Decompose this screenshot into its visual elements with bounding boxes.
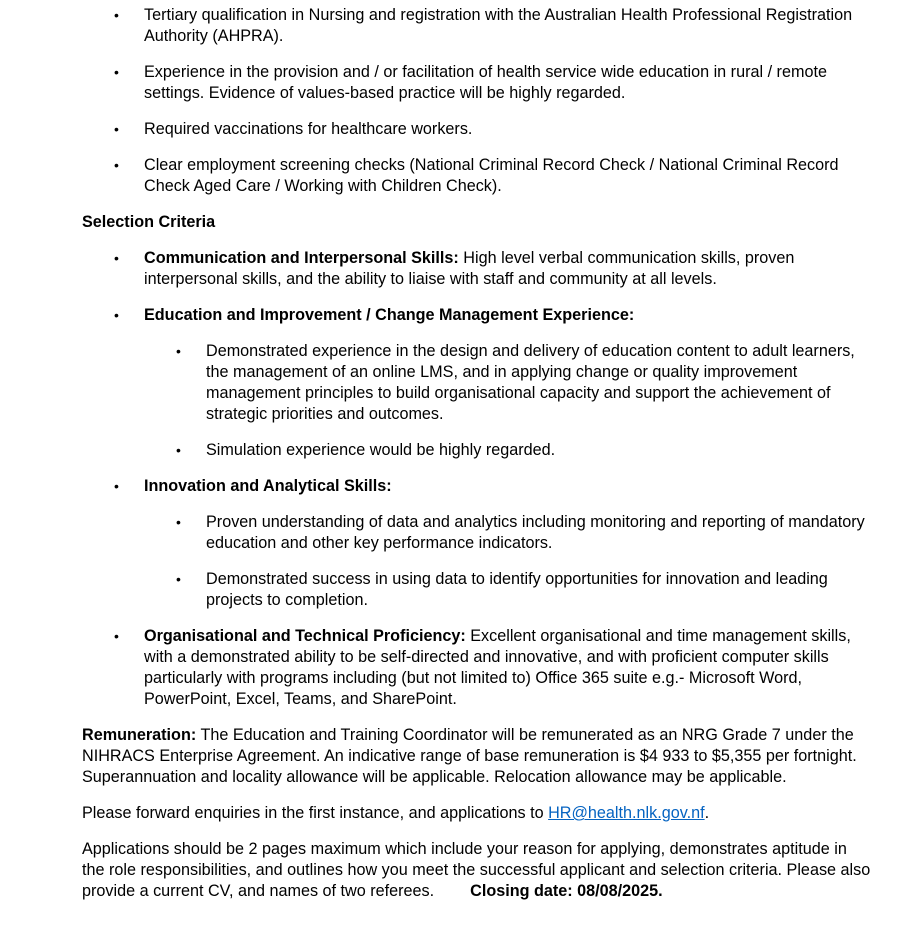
- criteria-subitem: [82, 341, 872, 425]
- requirement-item: [82, 5, 872, 47]
- selection-criteria-list: [82, 248, 872, 710]
- criteria-subitem: [82, 440, 872, 461]
- applications-text: Applications should be 2 pages maximum which include your reason for applying, demonstrates aptitude in the role responsibilities, and outlines how you meet the successful applicant and selection criteria. Please also provide a current CV, and names of two referees.: [82, 840, 871, 900]
- requirement-item: [82, 62, 872, 104]
- criteria-item: [82, 476, 872, 497]
- criteria-subitem-text: Simulation experience would be highly regarded.: [206, 441, 556, 459]
- document-page: [82, 5, 872, 917]
- bullet-icon: •: [114, 478, 119, 494]
- criteria-title: Organisational and Technical Proficiency:: [144, 627, 466, 645]
- remuneration-text: The Education and Training Coordinator will be remunerated as an NRG Grade 7 under the NIHRACS Enterprise Agreement. An indicative range of base remuneration is $4 933 to $5,355 per fortnight. Superannuation and locality allowance will be applicable. Relocation allowance may be applicable.: [82, 726, 857, 786]
- criteria-subitem: [82, 569, 872, 611]
- bullet-icon: •: [114, 121, 119, 137]
- criteria-subitem-text: Demonstrated experience in the design and delivery of education content to adult learners, the management of an online LMS, and in applying change or quality improvement management principles to build organisational capacity and support the achievement of strategic priorities and outcomes.: [206, 342, 855, 423]
- criteria-title: Innovation and Analytical Skills:: [144, 477, 392, 495]
- bullet-icon: •: [114, 157, 119, 173]
- criteria-text: High level verbal communication skills, proven interpersonal skills, and the ability to liaise with staff and community at all levels.: [144, 249, 795, 288]
- requirement-text: Tertiary qualification in Nursing and registration with the Australian Health Professional Registration Authority (AHPRA).: [144, 6, 853, 45]
- bullet-icon: •: [114, 64, 119, 80]
- requirement-item: [82, 155, 872, 197]
- criteria-item: [82, 305, 872, 326]
- requirement-text: Experience in the provision and / or facilitation of health service wide education in rural / remote settings. Evidence of values-based practice will be highly regarded.: [144, 63, 827, 102]
- criteria-item: [82, 248, 872, 290]
- requirement-text: Required vaccinations for healthcare workers.: [144, 120, 473, 138]
- bullet-icon: •: [114, 7, 119, 23]
- closing-date: Closing date: 08/08/2025.: [470, 882, 663, 900]
- selection-criteria-heading: Selection Criteria: [82, 213, 216, 231]
- enquiries-paragraph: [82, 803, 872, 824]
- bullet-icon: •: [114, 628, 119, 644]
- email-link[interactable]: HR@health.nlk.gov.nf: [548, 804, 705, 822]
- requirements-list: [82, 5, 872, 197]
- criteria-item: [82, 626, 872, 710]
- criteria-subitem: [82, 512, 872, 554]
- applications-paragraph: [82, 839, 872, 902]
- remuneration-paragraph: [82, 725, 872, 788]
- bullet-icon: •: [176, 343, 181, 359]
- bullet-icon: •: [176, 571, 181, 587]
- requirement-item: [82, 119, 872, 140]
- bullet-icon: •: [176, 442, 181, 458]
- remuneration-label: Remuneration:: [82, 726, 197, 744]
- criteria-title: Education and Improvement / Change Management Experience:: [144, 306, 635, 324]
- criteria-subitem-text: Demonstrated success in using data to identify opportunities for innovation and leading projects to completion.: [206, 570, 828, 609]
- enquiries-period: .: [704, 804, 710, 822]
- criteria-title: Communication and Interpersonal Skills:: [144, 249, 459, 267]
- criteria-subitem-text: Proven understanding of data and analytics including monitoring and reporting of mandatory education and other key performance indicators.: [206, 513, 865, 552]
- bullet-icon: •: [114, 250, 119, 266]
- bullet-icon: •: [114, 307, 119, 323]
- enquiries-text: Please forward enquiries in the first instance, and applications to: [82, 804, 549, 822]
- bullet-icon: •: [176, 514, 181, 530]
- requirement-text: Clear employment screening checks (National Criminal Record Check / National Criminal Record Check Aged Care / Working with Children Check).: [144, 156, 839, 195]
- criteria-text: Excellent organisational and time management skills, with a demonstrated ability to be self-directed and innovative, and with proficient computer skills particularly with programs including (but not limited to) Office 365 suite e.g.- Microsoft Word, PowerPoint, Excel, Teams, and SharePoint.: [144, 627, 851, 708]
